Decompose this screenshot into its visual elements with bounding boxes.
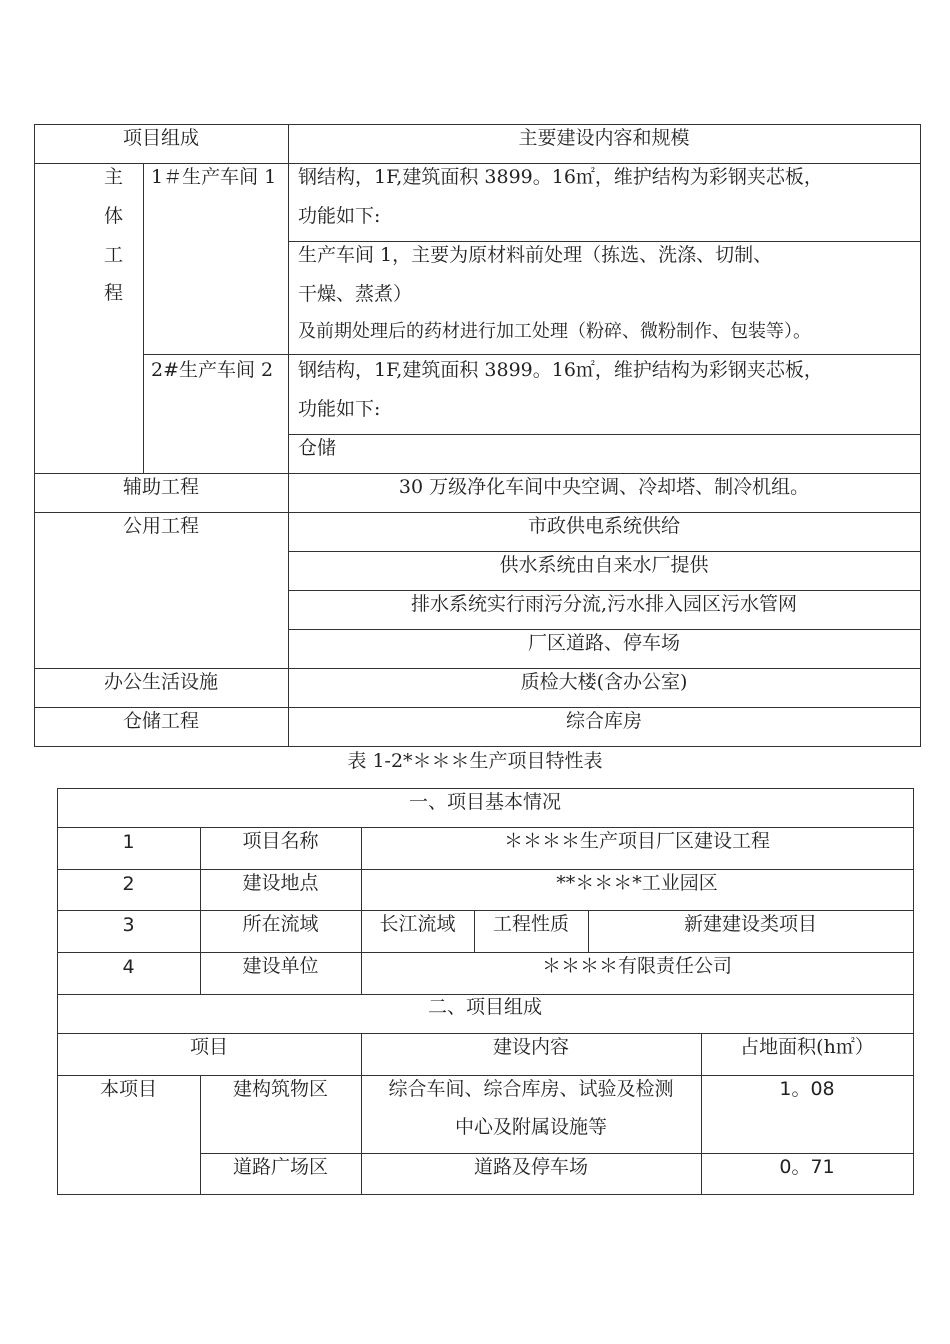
section-project-composition: 二、项目组成 [427, 996, 542, 1018]
section-basic-info: 一、项目基本情况 [408, 791, 561, 813]
head-content: 建设内容 [492, 1036, 569, 1058]
workshop-1-line-1: 钢结构，1F,建筑面积 3899。16㎡，维护结构为彩钢夹芯板， [298, 166, 823, 188]
row-value: **＊＊＊*工业园区 [556, 872, 718, 894]
workshop-1-name: 1＃生产车间 1 [151, 166, 277, 188]
main-works-char-2: 体 [104, 205, 124, 227]
main-works-char-4: 程 [104, 282, 124, 304]
storage-label: 仓储工程 [122, 710, 199, 732]
auxiliary-content: 30 万级净化车间中央空调、冷却塔、制冷机组。 [398, 476, 810, 498]
project-nature-label: 工程性质 [492, 913, 569, 935]
public-item: 市政供电系统供给 [527, 515, 680, 537]
main-works-char-1: 主 [104, 166, 124, 188]
workshop-2-line-2: 功能如下: [298, 398, 381, 420]
row-label: 建设地点 [242, 872, 319, 894]
public-works-label: 公用工程 [122, 515, 199, 537]
this-project-label: 本项目 [99, 1078, 157, 1100]
row-number: 2 [122, 873, 135, 895]
zone-content-line-2: 中心及附属设施等 [454, 1116, 607, 1138]
zone-area: 1。08 [779, 1078, 835, 1100]
office-label: 办公生活设施 [103, 671, 218, 693]
public-item: 厂区道路、停车场 [527, 632, 680, 654]
auxiliary-label: 辅助工程 [122, 476, 199, 498]
project-nature-value: 新建建设类项目 [683, 913, 817, 935]
zone-name: 道路广场区 [232, 1156, 328, 1178]
main-works-char-3: 工 [104, 244, 124, 266]
table-caption: 表 1-2*＊＊＊生产项目特性表 [347, 750, 603, 772]
basin-value: 长江流域 [379, 913, 456, 935]
row-value: ＊＊＊＊有限责任公司 [541, 955, 732, 977]
public-item: 供水系统由自来水厂提供 [499, 554, 709, 576]
header-main-content: 主要建设内容和规模 [518, 127, 690, 149]
public-item: 排水系统实行雨污分流,污水排入园区污水管网 [410, 593, 798, 615]
workshop-2-line-3: 仓储 [298, 437, 337, 459]
workshop-1-line-3: 生产车间 1，主要为原材料前处理（拣选、洗涤、切制、 [298, 244, 773, 266]
zone-area: 0。71 [779, 1156, 835, 1178]
workshop-1-line-5: 及前期处理后的药材进行加工处理（粉碎、微粉制作、包装等）。 [298, 321, 811, 342]
head-area: 占地面积(h㎡） [740, 1036, 874, 1058]
zone-content-line-1: 综合车间、综合库房、试验及检测 [388, 1078, 674, 1100]
workshop-1-line-4: 干燥、蒸煮） [298, 283, 413, 305]
row-value: ＊＊＊＊生产项目厂区建设工程 [503, 830, 770, 852]
storage-content: 综合库房 [565, 710, 642, 732]
head-item: 项目 [189, 1036, 228, 1058]
zone-content-line-1: 道路及停车场 [473, 1156, 588, 1178]
workshop-2-name: 2#生产车间 2 [151, 359, 274, 381]
row-number: 1 [122, 831, 135, 853]
row-label: 项目名称 [242, 830, 319, 852]
office-content: 质检大楼(含办公室) [520, 671, 688, 693]
row-label: 所在流域 [242, 913, 319, 935]
zone-name: 建构筑物区 [232, 1078, 328, 1100]
workshop-1-line-2: 功能如下: [298, 205, 381, 227]
workshop-2-line-1: 钢结构，1F,建筑面积 3899。16㎡，维护结构为彩钢夹芯板， [298, 359, 823, 381]
row-label: 建设单位 [242, 955, 319, 977]
row-number: 3 [122, 914, 135, 936]
header-project-composition: 项目组成 [122, 127, 199, 149]
row-number: 4 [122, 956, 135, 978]
